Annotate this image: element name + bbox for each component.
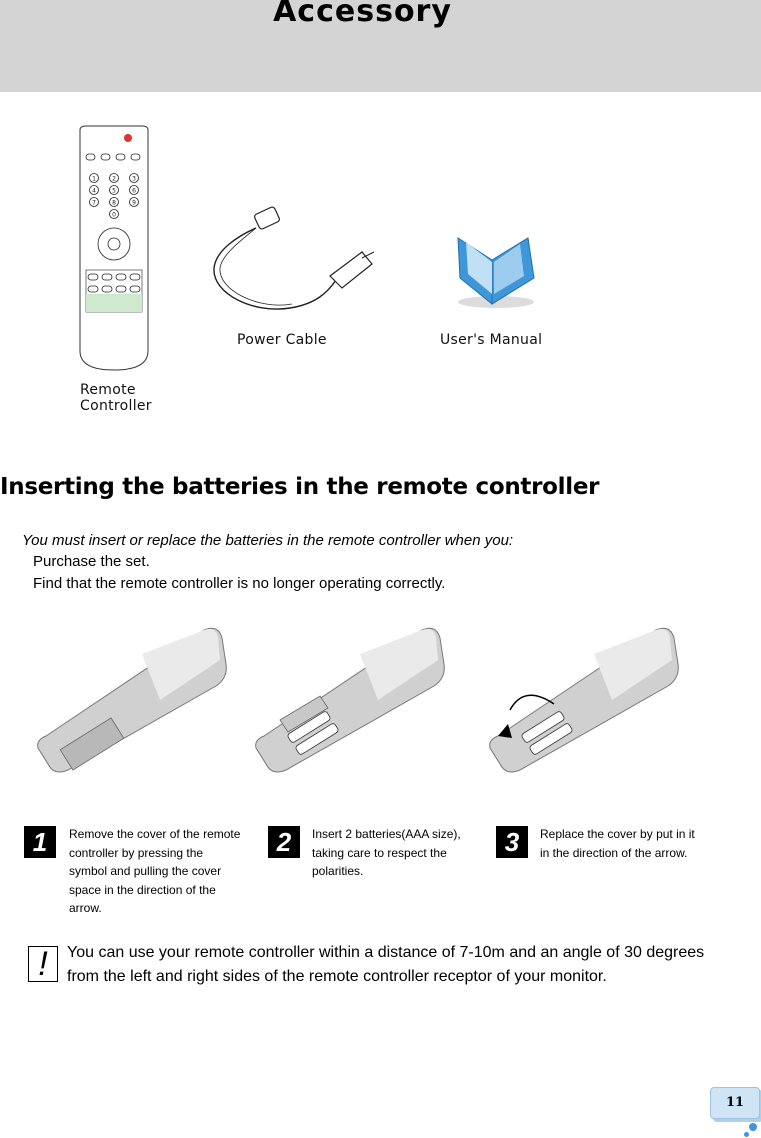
page-number-tab [710, 1087, 760, 1119]
remote-key-label: 0 [112, 211, 116, 219]
header-bar [0, 0, 761, 92]
remote-controller-image [76, 126, 152, 371]
remote-key-label: 9 [132, 199, 136, 207]
remote-controller-label: Remote Controller [80, 382, 152, 414]
users-manual-image [452, 228, 540, 308]
step-1-number: 1 [24, 826, 56, 858]
page-number: 11 [725, 1095, 745, 1110]
section-title: Inserting the batteries in the remote controller [0, 474, 600, 500]
remote-back-step1-image [32, 624, 228, 774]
intro-text: You must insert or replace the batteries in the remote controller when you: [22, 532, 514, 549]
remote-key-label: 1 [92, 175, 96, 183]
step-3-text: Replace the cover by put in it in the direction of the arrow. [540, 827, 695, 860]
bullet-item: Purchase the set. [33, 553, 150, 570]
step-3-number: 3 [496, 826, 528, 858]
remote-back-step3-image [484, 624, 680, 774]
warning-text: You can use your remote controller within a distance of 7-10m and an angle of 30 degrees from the left and right sides of the remote controller receptor of your monitor. [67, 944, 705, 985]
step-2-number: 2 [268, 826, 300, 858]
decorative-dot-icon [749, 1123, 757, 1131]
step-1-text: Remove the cover of the remote controller by pressing the symbol and pulling the cover space in the direction of the arrow. [69, 827, 241, 915]
power-cable-image [212, 206, 377, 321]
remote-key-label: 2 [112, 175, 116, 183]
remote-key-label: 5 [112, 187, 116, 195]
remote-key-label: 7 [92, 199, 96, 207]
remote-key-label: 4 [92, 187, 96, 195]
bullet-item: Find that the remote controller is no longer operating correctly. [33, 575, 446, 592]
decorative-dot-icon [744, 1132, 749, 1137]
remote-key-label: 3 [132, 175, 136, 183]
remote-key-label: 8 [112, 199, 116, 207]
step-2-text: Insert 2 batteries(AAA size), taking care to respect the polarities. [312, 827, 461, 878]
page-title: Accessory [273, 0, 452, 29]
warning-icon: ! [28, 946, 58, 982]
power-cable-label: Power Cable [237, 332, 327, 348]
remote-key-label: 6 [132, 187, 136, 195]
users-manual-label: User's Manual [440, 332, 543, 348]
remote-back-step2-image [250, 624, 446, 774]
